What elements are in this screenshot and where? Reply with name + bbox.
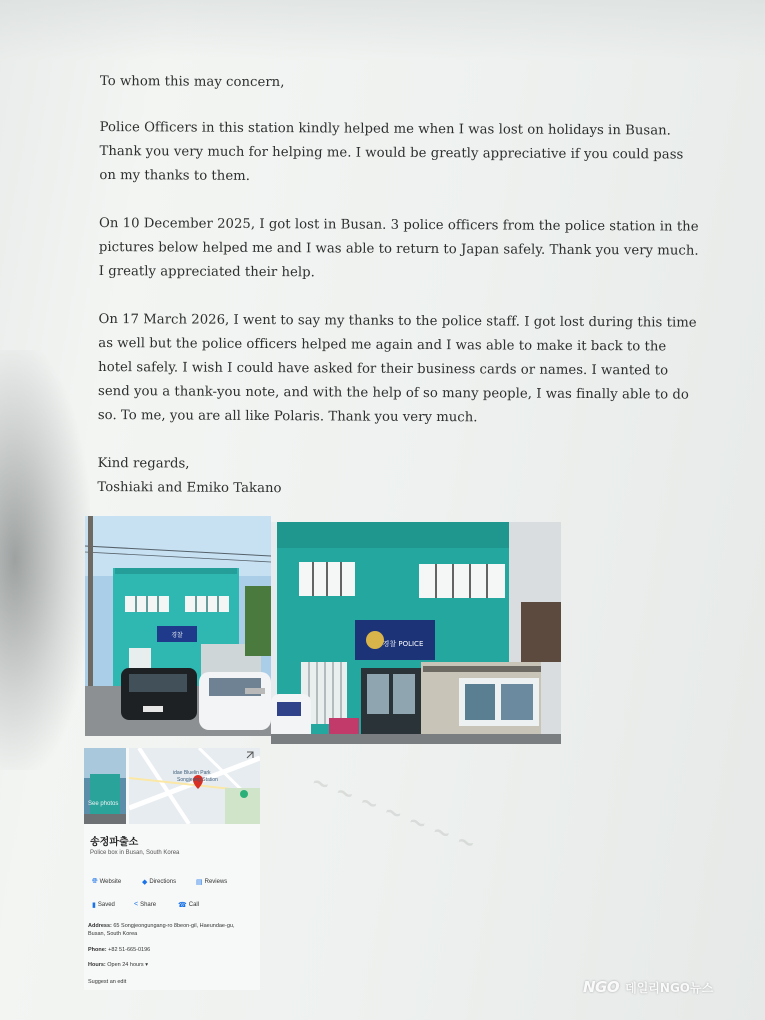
letter-signature: Toshiaki and Emiko Takano bbox=[97, 479, 282, 497]
map-label-station: Songjeong Station bbox=[177, 777, 218, 783]
hours-label: Hours: bbox=[88, 962, 106, 968]
left-photo-sign: 경찰 bbox=[171, 632, 183, 639]
police-station-photo-left bbox=[85, 516, 271, 736]
phone-row bbox=[88, 946, 150, 954]
call-label: Call bbox=[188, 902, 200, 908]
map-label-park: idae Bluelin Park bbox=[173, 770, 211, 776]
saved-button[interactable] bbox=[92, 901, 115, 909]
globe-icon: 🌐︎ bbox=[92, 878, 98, 885]
police-station-photos bbox=[85, 516, 561, 744]
address-value: 65 Songjeongungang-ro 8beon-gil, Haeundae-gu, Busan, South Korea bbox=[88, 923, 235, 937]
share-button[interactable] bbox=[134, 901, 156, 908]
station-thumbnail[interactable] bbox=[84, 748, 126, 824]
letter-closing: Kind regards, bbox=[97, 455, 190, 472]
directions-icon: ◆ bbox=[142, 879, 148, 886]
letter-signoff bbox=[97, 452, 697, 504]
hours-value[interactable]: Open 24 hours bbox=[107, 962, 144, 968]
saved-label: Saved bbox=[97, 902, 115, 908]
mini-map[interactable] bbox=[129, 748, 260, 824]
hours-dropdown-icon[interactable]: ▾ bbox=[145, 962, 148, 968]
right-photo-sign: 경찰 POLICE bbox=[382, 640, 424, 648]
letter-paragraph-2: On 10 December 2025, I got lost in Busan. 3 police officers from the police station in the pictures below helped me and I was able to return to Japan safely. Thank you very much. I greatly appreciated their help. bbox=[98, 215, 699, 281]
phone-icon: ☎︎ bbox=[178, 902, 187, 909]
letter-paragraph-1: Police Officers in this station kindly helped me when I was lost on holidays in Busan. Thank you very much for helping me. I would be greatly appreciative if you could pass on my thanks to them. bbox=[99, 119, 684, 184]
reviews-icon: ▤ bbox=[196, 879, 203, 886]
address-label: Address: bbox=[88, 923, 112, 929]
left-shadow bbox=[0, 350, 90, 770]
letter-salutation: To whom this may concern, bbox=[99, 73, 285, 91]
watermark-name: 데일리NGO뉴스 bbox=[625, 980, 714, 995]
map-info-card bbox=[84, 748, 260, 990]
website-button[interactable] bbox=[92, 878, 121, 886]
directions-label: Directions bbox=[149, 879, 177, 885]
call-button[interactable] bbox=[178, 901, 199, 909]
reviews-button[interactable] bbox=[196, 878, 227, 886]
letter-paragraph-3: On 17 March 2026, I went to say my thanks to the police staff. I got lost during this time as well but the police officers helped me again and I was able to make it back to the hotel safely. I wish I could have asked for their business cards or names. I wanted to send you a thank-you note, and with the help of so many people, I was finally able to do so. To me, you are all like Polaris. Thank you very much. bbox=[97, 311, 697, 426]
suggest-edit-link[interactable]: Suggest an edit bbox=[88, 979, 127, 985]
reviews-label: Reviews bbox=[204, 879, 228, 885]
bookmark-icon: ▮ bbox=[92, 902, 96, 909]
place-category: Police box in Busan, South Korea bbox=[90, 850, 180, 856]
share-label: Share bbox=[140, 901, 157, 908]
phone-value[interactable]: +82 51-665-0196 bbox=[108, 947, 151, 953]
background-faint-text: ~ ~ ~ ~ ~ ~ ~ bbox=[307, 769, 479, 858]
see-photos-label: See photos bbox=[88, 801, 119, 807]
place-title: 송정파출소 bbox=[90, 837, 139, 848]
phone-label: Phone: bbox=[88, 947, 107, 953]
police-station-photo-right bbox=[271, 522, 561, 744]
website-label: Website bbox=[99, 879, 122, 885]
publisher-watermark bbox=[583, 978, 713, 996]
directions-button[interactable] bbox=[142, 878, 176, 886]
watermark-logo: NGO bbox=[583, 978, 620, 996]
hours-row bbox=[88, 961, 148, 969]
top-shadow bbox=[0, 0, 765, 60]
address-row bbox=[88, 922, 238, 938]
letter-body bbox=[97, 70, 700, 504]
share-icon: < bbox=[134, 901, 139, 908]
